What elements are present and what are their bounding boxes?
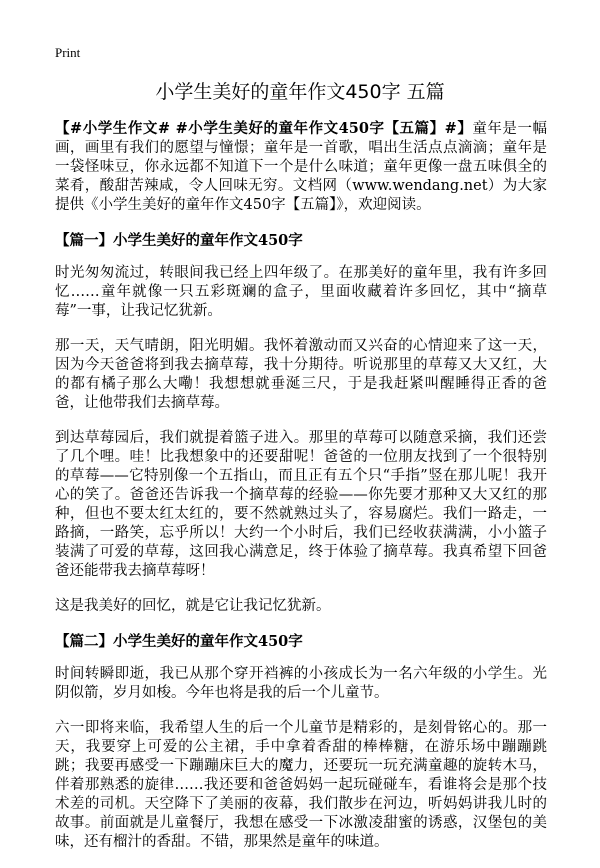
intro-text: 童年是一幅画，画里有我们的愿望与憧憬；童年是一首歌，唱出生活点点滴滴；童年是一袋怪味豆，你永远都不知道下一个是什么味道；童年更像一盘五味俱全的菜肴，酸甜苦辣咸，令人回味无穷。文档网（www.wendang.net）为大家提供《小学生美好的童年作文450字【五篇】》，欢迎阅读。 — [55, 121, 547, 213]
section-1-heading: 【篇一】小学生美好的童年作文450字 — [55, 232, 303, 249]
section-2-paragraph: 时间转瞬即逝，我已从那个穿开裆裤的小孩成长为一名六年级的小学生。光阴似箭，岁月如梭。今年也将是我的后一个儿童节。 — [55, 666, 547, 701]
section-1-paragraph: 到达草莓园后，我们就提着篮子进入。那里的草莓可以随意采摘，我们还尝了几个哩。哇！比我想象中的还要甜呢！爸爸的一位朋友找到了一个很特别的草莓——它特别像一个五指山，而且正有五个只“手指”竖在那儿呢！我开心的笑了。爸爸还告诉我一个摘草莓的经验——你先要才那种又大又红的那种，但也不要太红太红的，要不然就熟过头了，容易腐烂。我们一路走，一路摘，一路笑，忘乎所以！大约一个小时后，我们已经收获满满，小小篮子装满了可爱的草莓，这回我心满意足，终于体验了摘草莓。我真希望下回爸爸还能带我去摘草莓呀！ — [55, 430, 547, 579]
intro-paragraph — [55, 119, 547, 215]
document-body — [55, 119, 547, 868]
section-2-heading: 【篇二】小学生美好的童年作文450字 — [55, 633, 303, 650]
section-2-paragraph: 六一即将来临，我希望人生的后一个儿童节是精彩的，是刻骨铭心的。那一天，我要穿上可爱的公主裙，手中拿着香甜的棒棒糖，在游乐场中蹦蹦跳跳；我要再感受一下蹦蹦床巨大的魔力，还要玩一玩充满童趣的旋转木马，伴着那熟悉的旋律……我还要和爸爸妈妈一起玩碰碰车，看谁将会是那个技术差的司机。天空降下了美丽的夜幕，我们散步在河边，听妈妈讲我儿时的故事。前面就是儿童餐厅，我想在感受一下冰激凌甜蜜的诱惑，汉堡包的美味，还有榴汁的香甜。不错，那果然是童年的味道。 — [55, 720, 547, 850]
section-1-paragraph: 时光匆匆流过，转眼间我已经上四年级了。在那美好的童年里，我有许多回忆……童年就像一只五彩斑斓的盒子，里面收藏着许多回忆，其中“摘草莓”一事，让我记忆犹新。 — [55, 265, 547, 319]
section-1-paragraph: 那一天，天气晴朗，阳光明媚。我怀着激动而又兴奋的心情迎来了这一天，因为今天爸爸将到我去摘草莓，我十分期待。听说那里的草莓又大又红，大的都有橘子那么大嘞！我想想就垂涎三尺，于是我赶紧叫醒睡得正香的爸爸，让他带我们去摘草莓。 — [55, 338, 547, 411]
section-1-paragraph: 这是我美好的回忆，就是它让我记忆犹新。 — [55, 598, 331, 614]
document-title: 小学生美好的童年作文450字 五篇 — [155, 81, 445, 103]
intro-tag: 【#小学生作文# #小学生美好的童年作文450字【五篇】#】 — [55, 120, 473, 137]
print-link[interactable]: Print — [55, 45, 81, 60]
